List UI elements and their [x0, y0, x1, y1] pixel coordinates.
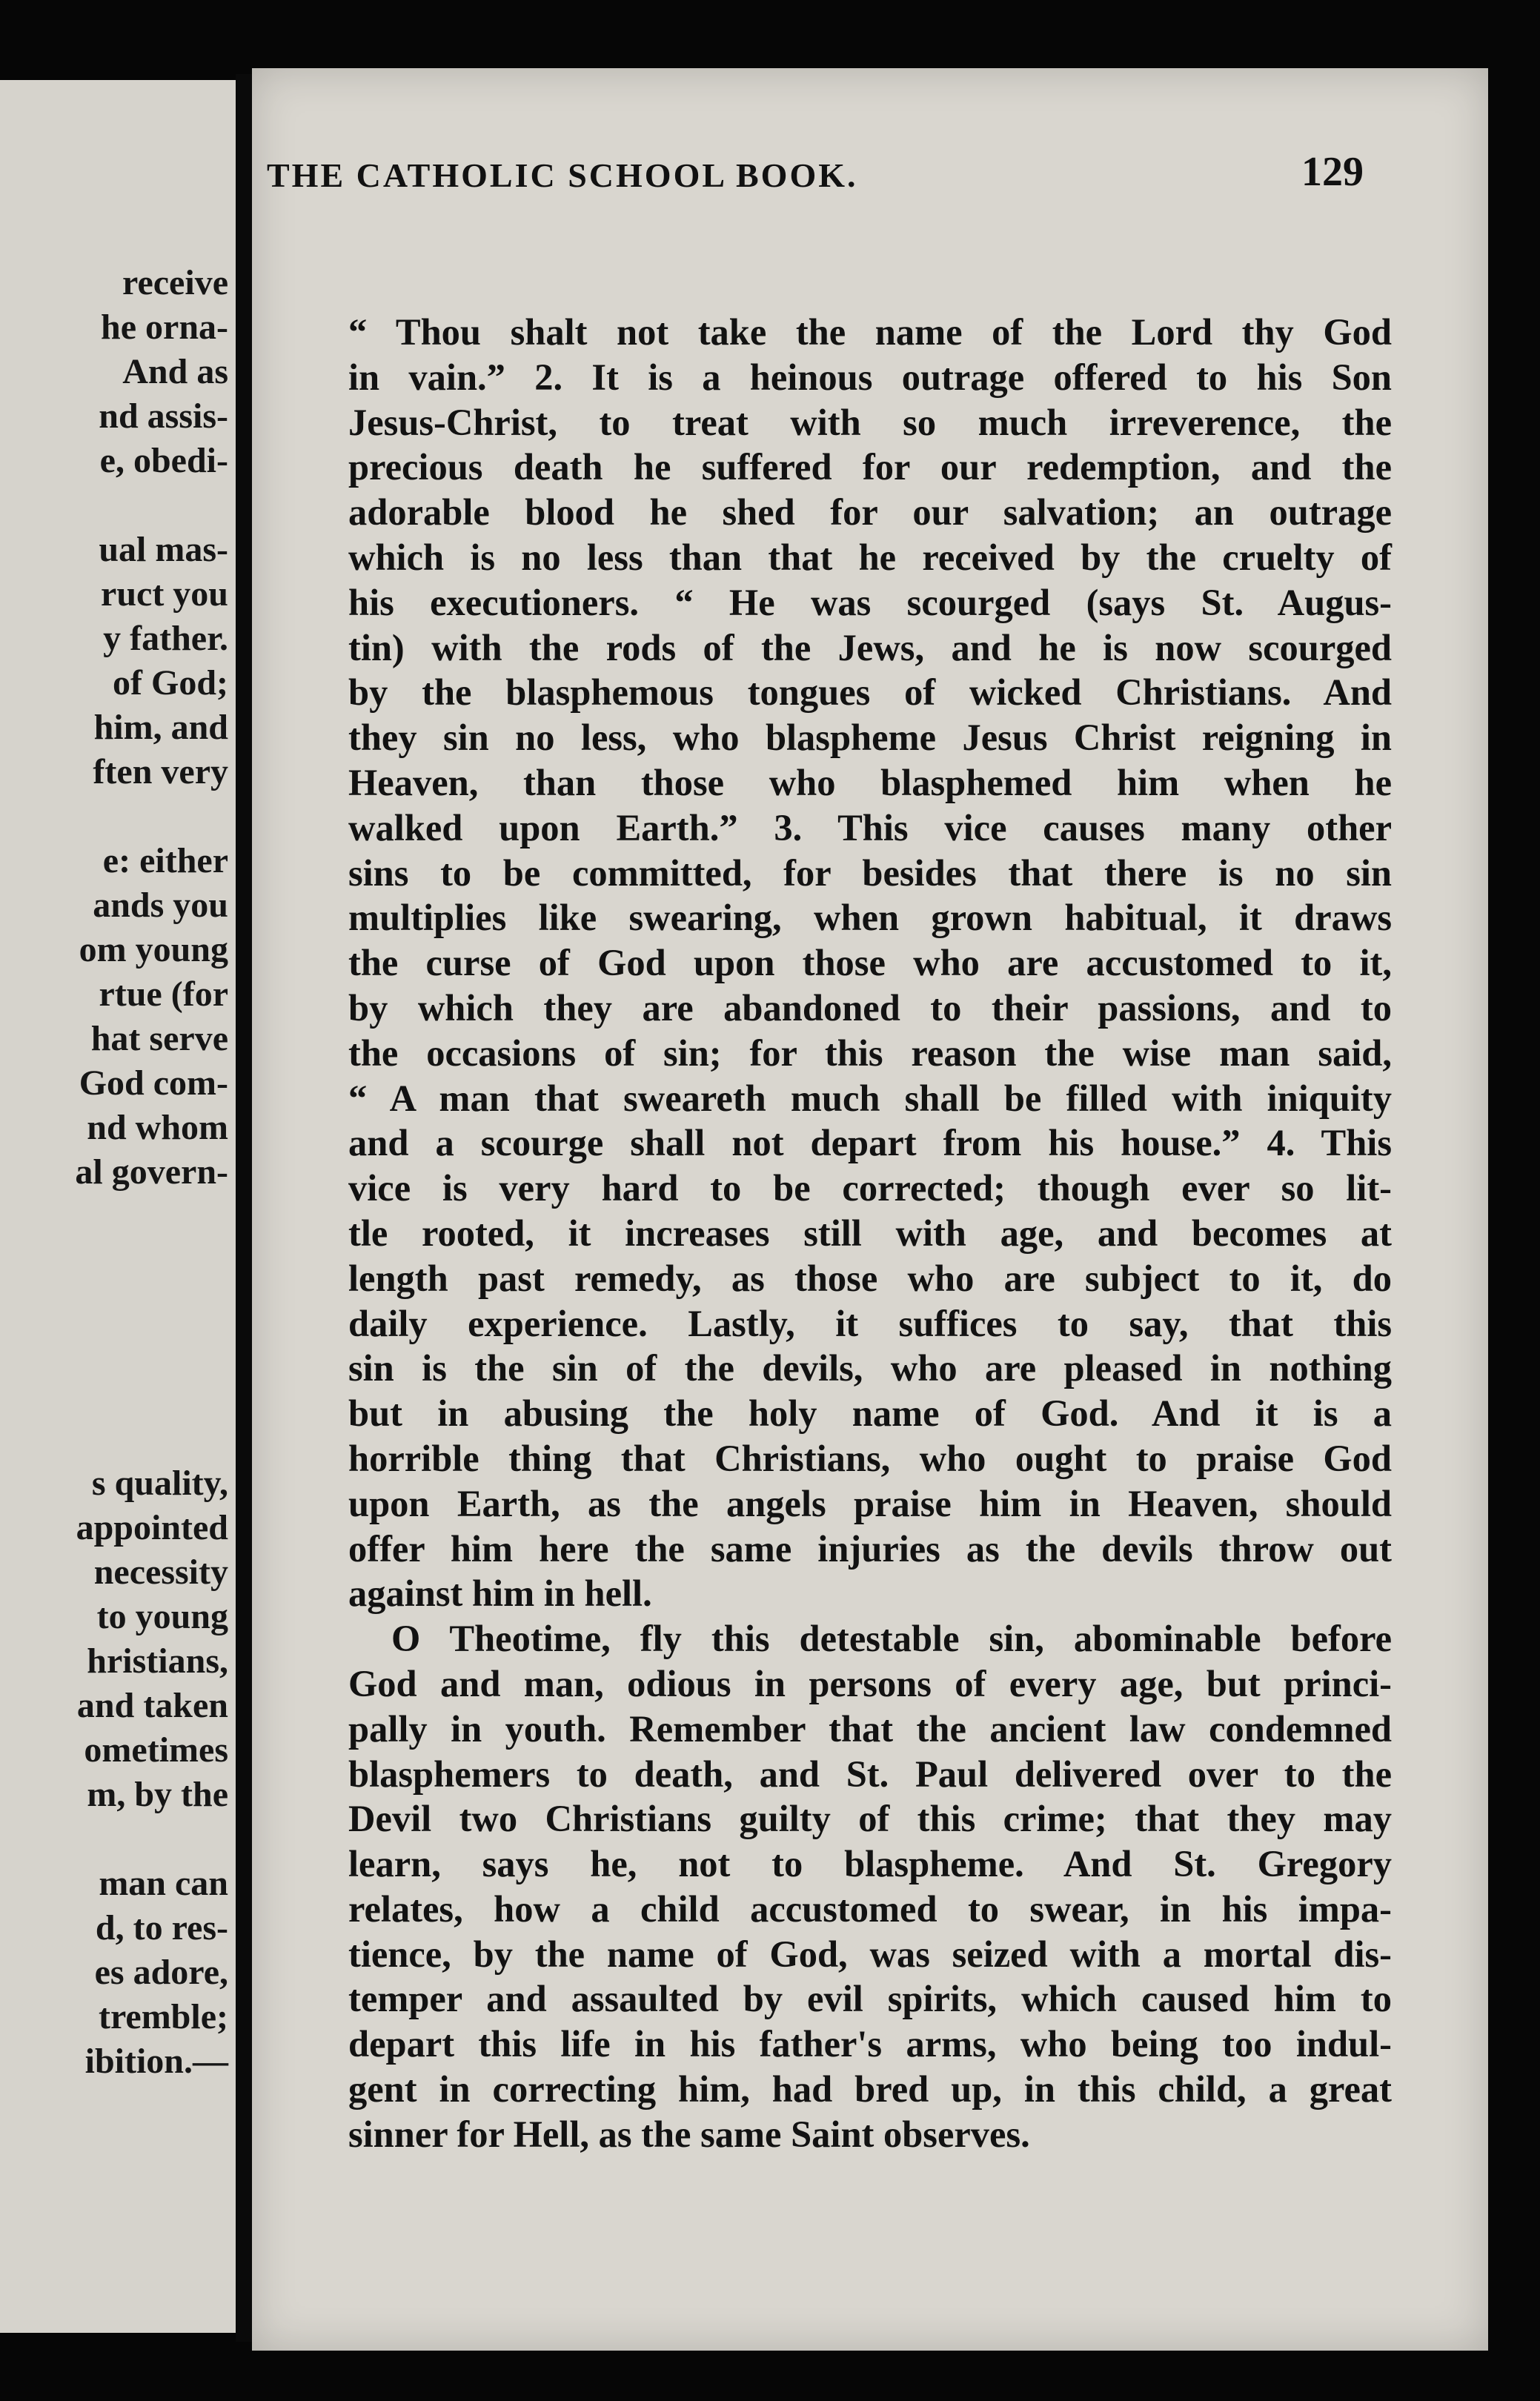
- text-line: relates, how a child accustomed to swear, in his impa-: [348, 1887, 1392, 1930]
- left-page-line: receive: [122, 263, 228, 302]
- left-page-line: hat serve: [90, 1019, 228, 1058]
- text-line: learn, says he, not to blaspheme. And St. Gregory: [348, 1843, 1392, 1885]
- left-page-line: necessity: [93, 1552, 228, 1592]
- left-page-line: ruct you: [101, 574, 228, 614]
- text-line: “ A man that sweareth much shall be filled with iniquity: [348, 1077, 1392, 1119]
- left-page-line: appointed: [76, 1508, 228, 1547]
- text-line: tin) with the rods of the Jews, and he is now scourged: [348, 626, 1392, 668]
- text-line: but in abusing the holy name of God. And it is a: [348, 1392, 1392, 1435]
- left-page-line: hristians,: [87, 1641, 228, 1681]
- text-line: Jesus-Christ, to treat with so much irreverence, the: [348, 401, 1392, 443]
- text-line: precious death he suffered for our redemption, and the: [348, 446, 1392, 488]
- left-page-line: rtue (for: [99, 974, 228, 1014]
- left-page-line: he orna-: [101, 308, 228, 347]
- text-line: in vain.” 2. It is a heinous outrage offered to his Son: [348, 356, 1392, 398]
- text-line: his executioners. “ He was scourged (says St. Augus-: [348, 581, 1392, 623]
- left-page-line: e, obedi-: [99, 441, 228, 480]
- text-line: multiplies like swearing, when grown habitual, it draws: [348, 897, 1392, 939]
- text-line: offer him here the same injuries as the devils throw out: [348, 1527, 1392, 1570]
- text-line: Heaven, than those who blasphemed him when he: [348, 761, 1392, 803]
- left-page-line: y father.: [103, 619, 228, 658]
- text-line: the occasions of sin; for this reason the wise man said,: [348, 1032, 1392, 1074]
- text-line: vice is very hard to be corrected; though ever so lit-: [348, 1167, 1392, 1209]
- body-text: [348, 310, 1392, 2157]
- text-line: blasphemers to death, and St. Paul delivered over to the: [348, 1753, 1392, 1795]
- left-page-line: man can: [99, 1864, 228, 1903]
- left-page-line: d, to res-: [95, 1908, 228, 1947]
- left-page-line: nd assis-: [99, 396, 228, 436]
- text-line: length past remedy, as those who are subject to it, do: [348, 1257, 1392, 1299]
- text-line: which is no less than that he received by the cruelty of: [348, 536, 1392, 578]
- left-page-line: ibition.—: [84, 2042, 228, 2081]
- text-line: the curse of God upon those who are accustomed to it,: [348, 942, 1392, 984]
- left-page-line: ometimes: [84, 1730, 228, 1770]
- text-line: depart this life in his father's arms, who being too indul-: [348, 2023, 1392, 2065]
- left-page-line: es adore,: [94, 1953, 228, 1992]
- text-line: sinner for Hell, as the same Saint observes.: [348, 2113, 1030, 2155]
- left-page-line: And as: [122, 352, 228, 391]
- text-line: sins to be committed, for besides that there is no sin: [348, 851, 1392, 894]
- left-page-line: s quality,: [91, 1464, 228, 1503]
- left-page-line: him, and: [93, 708, 228, 747]
- text-line: O Theotime, fly this detestable sin, abominable before: [391, 1618, 1392, 1660]
- running-head: THE CATHOLIC SCHOOL BOOK.: [267, 156, 858, 194]
- text-line: horrible thing that Christians, who ought to praise God: [348, 1437, 1392, 1479]
- left-page-line: ften very: [93, 752, 228, 791]
- left-page-line: to young: [96, 1597, 228, 1636]
- left-page-line: and taken: [76, 1686, 228, 1725]
- text-line: daily experience. Lastly, it suffices to say, that this: [348, 1302, 1392, 1344]
- left-page-fragment: [0, 80, 236, 2333]
- left-page-line: al govern-: [75, 1152, 228, 1192]
- text-line: adorable blood he shed for our salvation; an outrage: [348, 491, 1392, 534]
- left-page-line: nd whom: [87, 1108, 228, 1147]
- left-page-line: ands you: [93, 886, 228, 925]
- left-page-line: of God;: [113, 663, 228, 703]
- text-line: and a scourge shall not depart from his house.” 4. This: [348, 1122, 1392, 1164]
- left-page-line: God com-: [79, 1063, 228, 1103]
- text-line: against him in hell.: [348, 1573, 652, 1615]
- left-page-line: tremble;: [98, 1997, 228, 2036]
- left-page-line: ual mas-: [99, 530, 228, 569]
- text-line: they sin no less, who blaspheme Jesus Christ reigning in: [348, 717, 1392, 759]
- page-header: [267, 149, 1364, 222]
- left-page-line: m, by the: [87, 1775, 228, 1814]
- text-line: “ Thou shalt not take the name of the Lord thy God: [348, 311, 1392, 353]
- text-line: God and man, odious in persons of every age, but princi-: [348, 1662, 1392, 1704]
- text-line: by the blasphemous tongues of wicked Christians. And: [348, 671, 1392, 714]
- text-line: tle rooted, it increases still with age, and becomes at: [348, 1212, 1392, 1254]
- text-line: by which they are abandoned to their passions, and to: [348, 986, 1392, 1029]
- text-line: sin is the sin of the devils, who are pleased in nothing: [348, 1347, 1392, 1389]
- text-line: pally in youth. Remember that the ancient law condemned: [348, 1707, 1392, 1750]
- text-line: gent in correcting him, had bred up, in this child, a great: [348, 2068, 1392, 2111]
- left-page-line: e: either: [102, 841, 228, 880]
- text-line: temper and assaulted by evil spirits, which caused him to: [348, 1978, 1392, 2020]
- text-line: tience, by the name of God, was seized with a mortal dis-: [348, 1933, 1392, 1975]
- text-line: Devil two Christians guilty of this crime; that they may: [348, 1798, 1392, 1840]
- left-page-line: om young: [79, 930, 228, 969]
- text-line: walked upon Earth.” 3. This vice causes many other: [348, 806, 1392, 849]
- page-number: 129: [1301, 149, 1364, 195]
- text-line: upon Earth, as the angels praise him in Heaven, should: [348, 1482, 1392, 1524]
